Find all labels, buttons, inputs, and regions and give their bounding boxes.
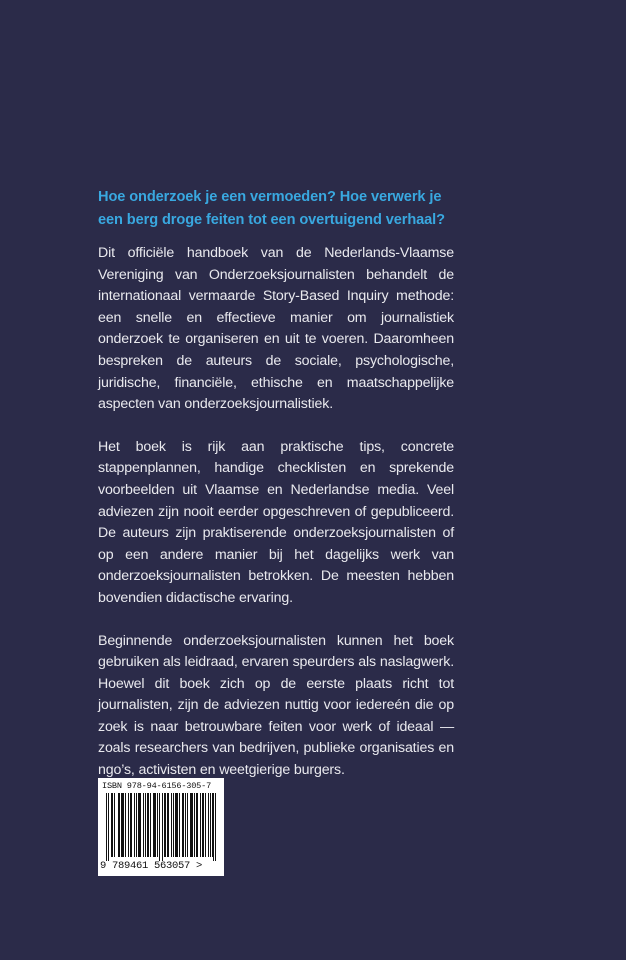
- barcode-bar: [176, 793, 177, 857]
- barcode-bar: [179, 793, 180, 857]
- barcode-bar: [213, 793, 214, 861]
- barcode-bar: [114, 793, 115, 857]
- barcode-bar: [131, 793, 132, 857]
- lead-question: Hoe onderzoek je een vermoeden? Hoe verwerk je een berg droge feiten tot een overtuigend verhaal?: [98, 189, 445, 228]
- paragraph-intro: Dit officiële handboek van de Nederlands-Vlaamse Vereniging van Onderzoeksjournalisten behandelt de internationaal vermaarde Story-Based Inquiry methode: een snelle en effectieve manier om journalistiek onderzoek te organiseren en uit te voeren. Daaromheen bespreken de auteurs de sociale, psychologische, juridische, financiële, ethische en maatschappelijke aspecten van onderzoeksjournalistiek.: [98, 245, 454, 413]
- barcode-bar: [108, 793, 109, 861]
- barcode-bar: [190, 793, 191, 857]
- barcode-bar: [155, 793, 156, 857]
- barcode-bar: [202, 793, 203, 857]
- barcode-bar: [187, 793, 188, 857]
- barcode-bar: [138, 793, 139, 857]
- barcode-bar: [118, 793, 119, 857]
- barcode-bar: [119, 793, 120, 857]
- ean-digits: 9 789461 563057 >: [100, 860, 203, 872]
- isbn-label: ISBN 978-94-6156-305-7: [102, 781, 212, 791]
- barcode-bar: [112, 793, 113, 857]
- barcode-bar: [164, 793, 165, 857]
- barcode-bar: [162, 793, 163, 861]
- barcode-bar: [125, 793, 126, 857]
- barcode-bar: [208, 793, 209, 857]
- barcode-bar: [200, 793, 201, 857]
- barcode-bar: [121, 793, 122, 857]
- barcode-bar: [154, 793, 155, 857]
- barcode-bar: [136, 793, 137, 857]
- barcode-bars: [106, 793, 218, 861]
- barcode-bar: [194, 793, 195, 857]
- barcode-bar: [185, 793, 186, 857]
- barcode-bar: [203, 793, 204, 857]
- barcode-bar: [177, 793, 178, 857]
- barcode-bar: [111, 793, 112, 857]
- barcode-bar: [130, 793, 131, 857]
- barcode-bar: [171, 793, 172, 857]
- barcode-bar: [196, 793, 197, 857]
- barcode-bar: [168, 793, 169, 857]
- barcode-bar: [106, 793, 107, 861]
- back-cover-text: [98, 186, 454, 803]
- barcode-bar: [157, 793, 158, 857]
- barcode-bar: [147, 793, 148, 857]
- paragraph-content: Het boek is rijk aan praktische tips, concrete stappenplannen, handige checklisten en sprekende voorbeelden uit Vlaamse en Nederlandse media. Veel adviezen zijn nooit eerder opgeschreven of gepubliceerd. De auteurs zijn praktiserende onderzoeksjournalisten of op een andere manier bij het dagelijks werk van onderzoeksjournalisten betrokken. De meesten hebben bovendien didactische ervaring.: [98, 438, 454, 606]
- barcode-bar: [173, 793, 174, 857]
- barcode-bar: [175, 793, 176, 857]
- barcode-bar: [150, 793, 151, 857]
- barcode-bar: [145, 793, 146, 857]
- barcode-bar: [165, 793, 166, 857]
- barcode-bar: [182, 793, 183, 857]
- barcode-bar: [215, 793, 216, 861]
- barcode-bar: [134, 793, 135, 857]
- barcode-bar: [159, 793, 160, 861]
- barcode-bar: [205, 793, 206, 857]
- barcode-bar: [123, 793, 124, 857]
- barcode-bar: [148, 793, 149, 857]
- barcode-bar: [212, 793, 213, 857]
- barcode-bar: [191, 793, 192, 857]
- barcode-bar: [143, 793, 144, 857]
- barcode-bar: [140, 793, 141, 857]
- barcode-bar: [128, 793, 129, 857]
- barcode-bar: [197, 793, 198, 857]
- barcode-bar: [122, 793, 123, 857]
- barcode-bar: [210, 793, 211, 857]
- barcode-bar: [167, 793, 168, 857]
- barcode-bar: [153, 793, 154, 857]
- barcode-bar: [139, 793, 140, 857]
- isbn-barcode: [98, 778, 224, 876]
- barcode-bar: [183, 793, 184, 857]
- barcode-bar: [192, 793, 193, 857]
- paragraph-audience: Beginnende onderzoeksjournalisten kunnen het boek gebruiken als leidraad, ervaren speurders als naslagwerk. Hoewel dit boek zich op de eerste plaats richt tot journalisten, zijn de adviezen nuttig voor iedereén die op zoek is naar betrouwbare feiten voor werk of ideaal — zoals researchers van bedrijven, publieke organisaties en ngo’s, activisten en weetgierige burgers.: [98, 632, 454, 779]
